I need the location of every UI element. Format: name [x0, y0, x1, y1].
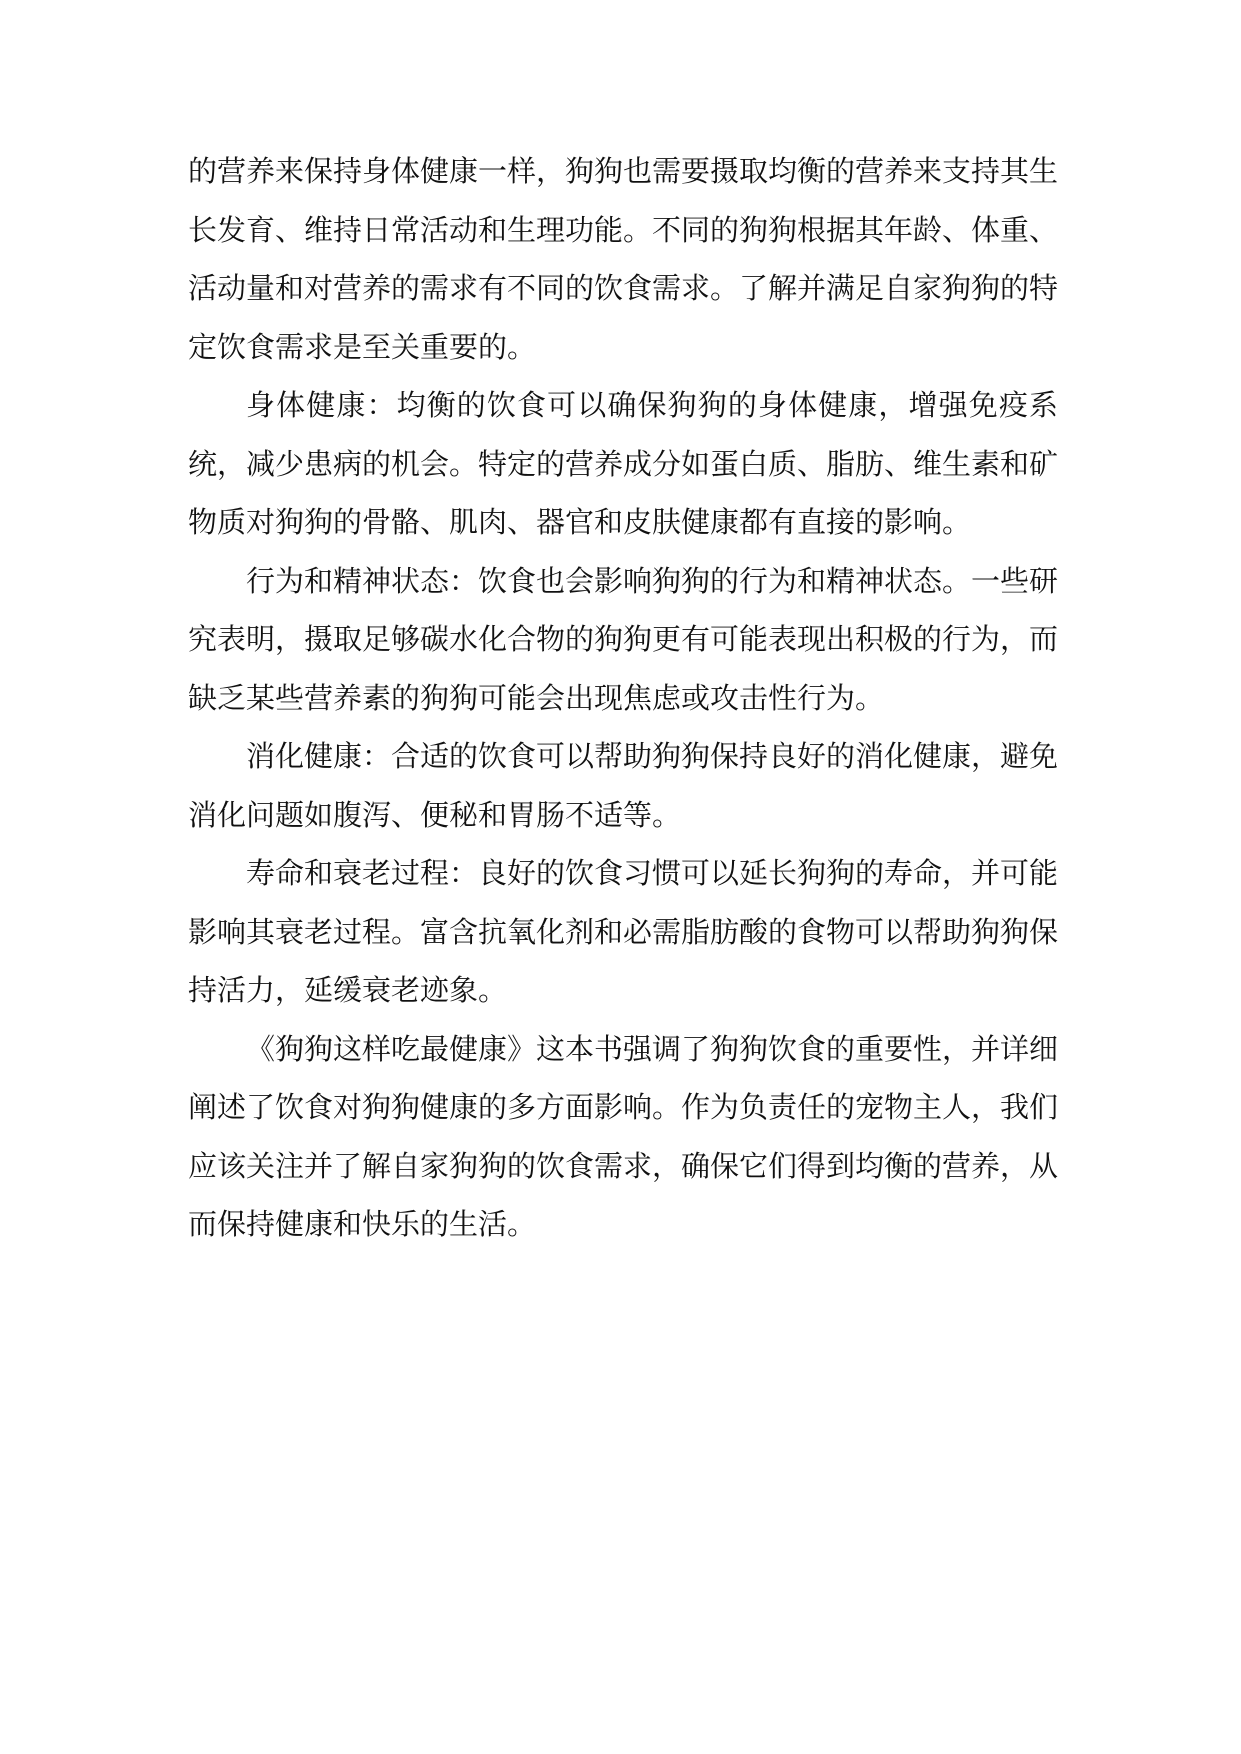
document-body: [188, 142, 1058, 1254]
paragraph-conclusion: 《狗狗这样吃最健康》这本书强调了狗狗饮食的重要性，并详细阐述了饮食对狗狗健康的多方面影响。作为负责任的宠物主人，我们应该关注并了解自家狗狗的饮食需求，确保它们得到均衡的营养，从而保持健康和快乐的生活。: [188, 1031, 1059, 1241]
paragraph-behavior-mental: 行为和精神状态：饮食也会影响狗狗的行为和精神状态。一些研究表明，摄取足够碳水化合物的狗狗更有可能表现出积极的行为，而缺乏某些营养素的狗狗可能会出现焦虑或攻击性行为。: [188, 563, 1059, 715]
paragraph-digestive-health: 消化健康：合适的饮食可以帮助狗狗保持良好的消化健康，避免消化问题如腹泻、便秘和胃肠不适等。: [188, 739, 1059, 832]
paragraph-continued: 的营养来保持身体健康一样，狗狗也需要摄取均衡的营养来支持其生长发育、维持日常活动和生理功能。不同的狗狗根据其年龄、体重、活动量和对营养的需求有不同的饮食需求。了解并满足自家狗狗的特定饮食需求是至关重要的。: [188, 154, 1059, 364]
paragraph-lifespan-aging: 寿命和衰老过程：良好的饮食习惯可以延长狗狗的寿命，并可能影响其衰老过程。富含抗氧化剂和必需脂肪酸的食物可以帮助狗狗保持活力，延缓衰老迹象。: [188, 856, 1059, 1007]
paragraph-body-health: 身体健康：均衡的饮食可以确保狗狗的身体健康，增强免疫系统，减少患病的机会。特定的营养成分如蛋白质、脂肪、维生素和矿物质对狗狗的骨骼、肌肉、器官和皮肤健康都有直接的影响。: [188, 388, 1059, 539]
